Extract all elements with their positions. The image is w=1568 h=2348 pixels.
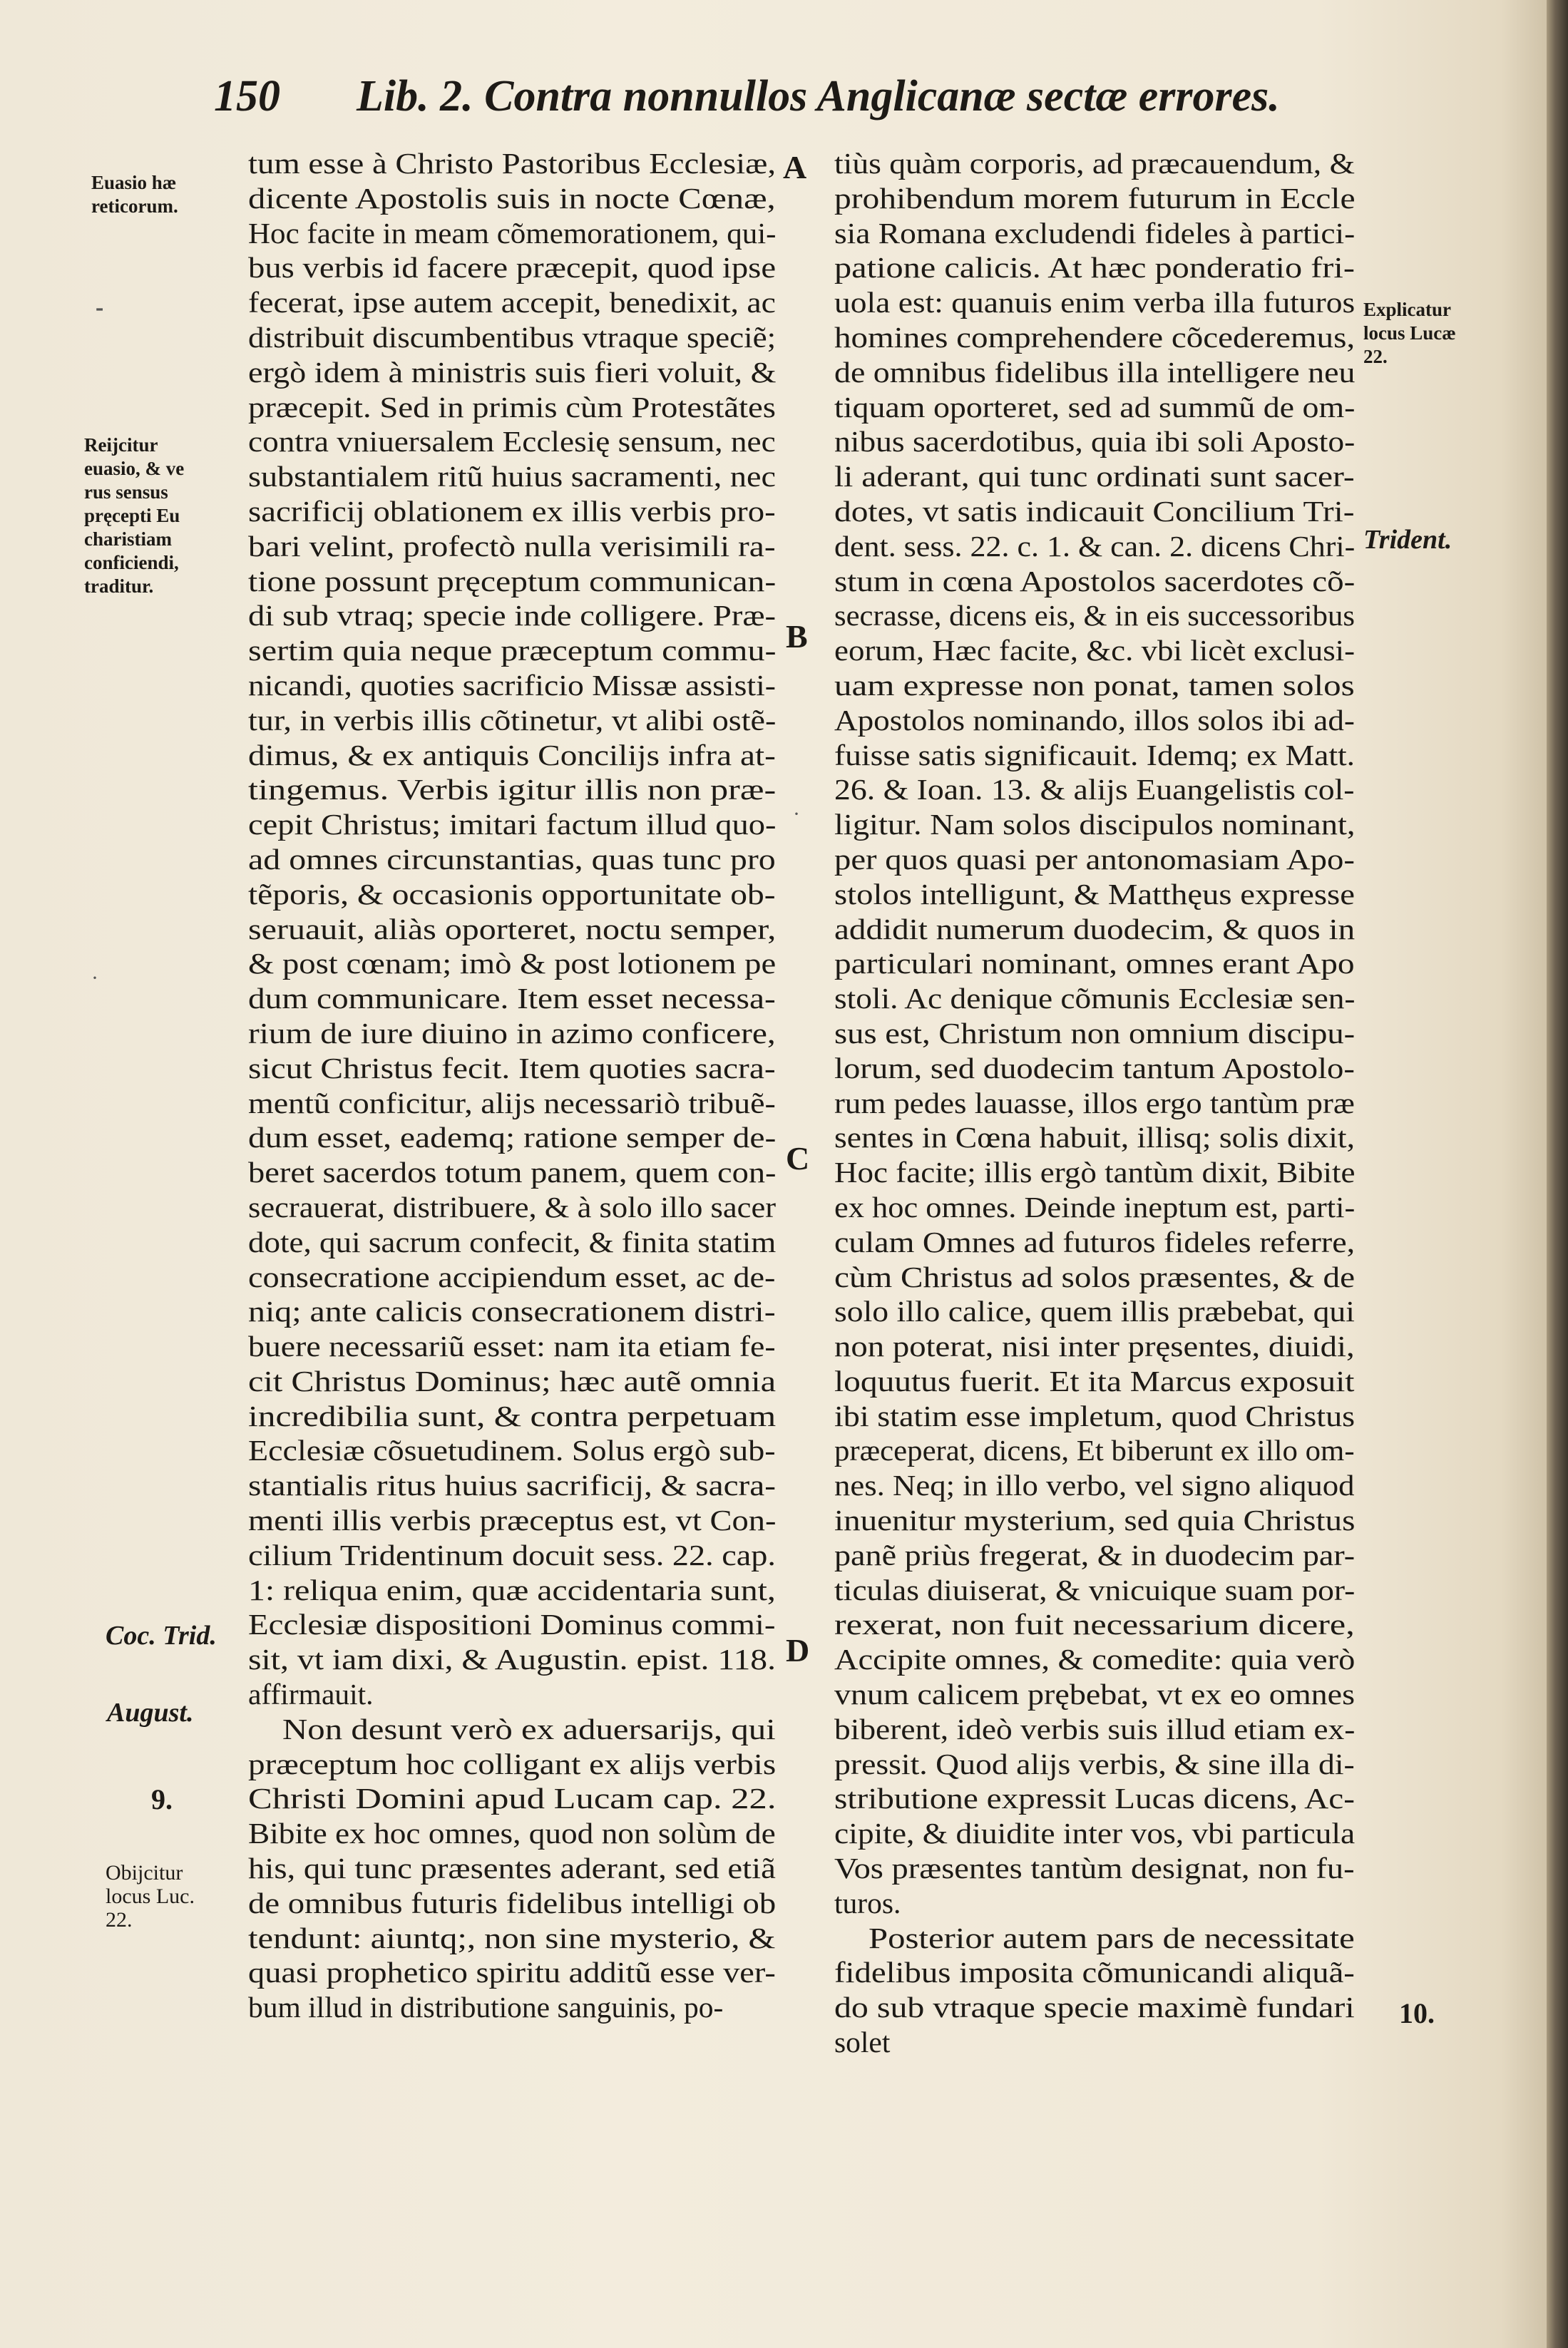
text-line: nibus sacerdotibus, quia ibi soli Aposto- (834, 425, 1356, 458)
text-line: Vos præsentes tantùm designat, non fu- (834, 1852, 1355, 1885)
text-line: solo illo calice, quem illis præbebat, qui (834, 1295, 1355, 1328)
text-line: cùm Christus ad solos præsentes, & de (834, 1260, 1356, 1293)
text-line: & post cœnam; imò & post lotionem pe (248, 947, 777, 980)
text-line: bari velint, profectò nulla verisimili ra- (248, 529, 776, 563)
text-line: 26. & Ioan. 13. & alijs Euangelistis col- (834, 773, 1355, 806)
text-line: buere necessariũ esset: nam ita etiam fe- (248, 1330, 776, 1363)
text-line: non poterat, nisi inter pręsentes, diuidi, (834, 1330, 1355, 1363)
text-line: dent. sess. 22. c. 1. & can. 2. dicens Chri- (834, 529, 1356, 563)
text-line: turos. (834, 1886, 901, 1919)
text-line: tẽporis, & occasionis opportunitate ob- (248, 877, 776, 911)
text-line: quasi prophetico spiritu additũ esse ver- (248, 1956, 776, 1989)
text-line: Hoc facite in meam cõmemorationem, qui- (248, 216, 777, 250)
running-header (214, 57, 1298, 135)
text-line: rum pedes lauasse, illos ergo tantùm præ (834, 1086, 1355, 1119)
text-line: præcepit. Sed in primis cùm Protestãtes (248, 390, 776, 424)
text-line: uam expresse non ponat, tamen solos (834, 668, 1355, 702)
text-line: Apostolos nominando, illos solos ibi ad- (834, 703, 1355, 737)
text-line: contra vniuersalem Ecclesię sensum, nec (248, 425, 776, 458)
text-line: stum in cœna Apostolos sacerdotes cõ- (834, 564, 1356, 598)
text-line: tiquam oporteret, sed ad summũ de om- (834, 390, 1356, 424)
text-line: cilium Tridentinum docuit sess. 22. cap. (248, 1538, 776, 1572)
text-line: li aderant, qui tunc ordinati sunt sacer- (834, 460, 1355, 493)
text-line: fuisse satis significauit. Idemq; ex Matt. (834, 738, 1356, 771)
book-spine-shadow (1547, 0, 1568, 2348)
text-line: fidelibus imposita cõmunicandi aliquã- (834, 1956, 1355, 1989)
text-line: his, qui tunc præsentes aderant, sed etiã (248, 1852, 776, 1885)
ink-mark: · (793, 802, 800, 826)
section-letter-a: A (783, 149, 807, 185)
text-line: tione possunt pręceptum communican- (248, 564, 777, 598)
text-line: di sub vtraq; specie inde colligere. Præ- (248, 599, 777, 632)
text-line: per quos quasi per antonomasiam Apo- (834, 842, 1355, 876)
text-line: secrauerat, distribuere, & à solo illo sacer (248, 1190, 777, 1224)
text-line: præceperat, dicens, Et biberunt ex illo om- (834, 1434, 1355, 1467)
text-line: ad omnes circunstantias, quas tunc pro (248, 842, 776, 876)
text-line: prohibendum morem futurum in Eccle (834, 181, 1356, 215)
text-line: sentes in Cœna habuit, illisq; solis dixit, (834, 1121, 1355, 1154)
text-line: biberent, ideò verbis suis illud etiam ex- (834, 1712, 1356, 1745)
text-line: tingemus. Verbis igitur illis non præ- (248, 773, 777, 806)
left-text-column (248, 146, 797, 2025)
text-line: bus verbis id facere præcepit, quod ipse (248, 251, 777, 284)
text-line: dum communicare. Item esset necessa- (248, 982, 776, 1015)
text-line: secrasse, dicens eis, & in eis successoribus (834, 599, 1355, 632)
text-line: niq; ante calicis consecrationem distri- (248, 1295, 776, 1328)
text-line: loquutus fuerit. Et ita Marcus exposuit (834, 1364, 1355, 1398)
text-line: panẽ priùs fregerat, & in duodecim par- (834, 1538, 1356, 1572)
margin-note-euasio: Euasio hæ reticorum. (91, 172, 178, 217)
text-line: lorum, sed duodecim tantum Apostolo- (834, 1051, 1355, 1085)
text-line: tum esse à Christo Pastoribus Ecclesiæ, (248, 147, 777, 180)
text-line: stributione expressit Lucas dicens, Ac- (834, 1782, 1355, 1815)
text-line: do sub vtraque specie maximè fundari (834, 1991, 1355, 2024)
section-letter-b: B (786, 618, 808, 655)
text-line: vnum calicem prębebat, vt ex eo omnes (834, 1678, 1356, 1711)
text-line: stoli. Ac denique cõmunis Ecclesiæ sen- (834, 982, 1356, 1015)
text-line: ex hoc omnes. Deinde ineptum est, parti- (834, 1190, 1356, 1224)
text-line: nes. Neq; in illo verbo, vel signo aliquod (834, 1469, 1355, 1502)
text-line: cipite, & diuidite inter vos, vbi particula (834, 1817, 1356, 1850)
text-line: Ecclesiæ cõsuetudinem. Solus ergò sub- (248, 1434, 776, 1467)
ink-mark: · (91, 966, 98, 990)
text-line: menti illis verbis præceptus est, vt Con- (248, 1504, 777, 1537)
text-line: nicandi, quoties sacrificio Missæ assisti- (248, 668, 776, 702)
text-line: præceptum hoc colligant ex alijs verbis (248, 1747, 777, 1780)
text-line: dicente Apostolis suis in nocte Cœnæ, (248, 181, 776, 215)
text-line: dimus, & ex antiquis Concilijs infra at- (248, 738, 776, 771)
text-line: patione calicis. At hæc ponderatio fri- (834, 251, 1355, 284)
section-number-9: 9. (151, 1783, 173, 1815)
text-line: dotes, vt satis indicauit Concilium Tri- (834, 494, 1355, 528)
text-line: mentũ conficitur, alijs necessariò tribuẽ- (248, 1086, 776, 1119)
text-line: sacrificij oblationem ex illis verbis pro- (248, 494, 776, 528)
text-line: distribuit discumbentibus vtraque speciẽ; (248, 320, 777, 354)
text-line: sit, vt iam dixi, & Augustin. epist. 118. (248, 1643, 777, 1676)
margin-note-obijcitur: Obijcitur locus Luc. 22. (106, 1861, 195, 1932)
text-line: Posterior autem pars de necessitate (868, 1921, 1355, 1954)
running-title: Lib. 2. Contra nonnullos Anglicanæ sectæ errores. (357, 72, 1280, 121)
text-line: cepit Christus; imitari factum illud quo- (248, 808, 777, 841)
text-line: sus est, Christum non omnium discipu- (834, 1016, 1356, 1050)
text-line: stolos intelligunt, & Matthęus expresse (834, 877, 1355, 911)
text-line: Accipite omnes, & comedite: quia verò (834, 1643, 1356, 1676)
text-line: sicut Christus fecit. Item quoties sacra- (248, 1051, 776, 1085)
margin-note-trident: Trident. (1363, 525, 1452, 555)
text-line: culam Omnes ad futuros fideles referre, (834, 1225, 1356, 1258)
text-line: inuenitur mysterium, sed quia Christus (834, 1504, 1356, 1537)
text-line: addidit numerum duodecim, & quos in (834, 912, 1356, 945)
section-letter-d: D (786, 1632, 810, 1668)
text-line: solet (834, 2026, 891, 2059)
text-line: substantialem ritũ huius sacramenti, nec (248, 460, 776, 493)
text-line: uola est: quanuis enim verba illa futuros (834, 286, 1356, 319)
text-line: bum illud in distributione sanguinis, po- (248, 1991, 724, 2024)
text-line: homines comprehendere cõcederemus, (834, 320, 1356, 354)
text-line: stantialis ritus huius sacrificij, & sacra- (248, 1469, 776, 1502)
text-line: 1: reliqua enim, quæ accidentaria sunt, (248, 1573, 776, 1606)
text-line: Bibite ex hoc omnes, quod non solùm de (248, 1817, 776, 1850)
text-line: sia Romana excludendi fideles à partici- (834, 216, 1356, 250)
page-number: 150 (214, 72, 280, 121)
text-line: ligitur. Nam solos discipulos nominant, (834, 808, 1356, 841)
margin-note-explicatur: Explicatur locus Lucæ 22. (1363, 299, 1456, 367)
text-line: Ecclesiæ dispositioni Dominus commi- (248, 1608, 776, 1641)
margin-note-reijcitur: Reijcitur euasio, & ve rus sensus pręcepti Eu charistiam conficiendi, traditur. (84, 434, 185, 597)
text-line: rexerat, non fuit necessarium dicere, (834, 1608, 1355, 1641)
ink-mark: ⁃ (94, 299, 105, 322)
right-text-column (834, 146, 1383, 2060)
section-number-10: 10. (1399, 1997, 1435, 2029)
text-line: rium de iure diuino in azimo conficere, (248, 1016, 776, 1050)
text-line: de omnibus futuris fidelibus intelligi ob (248, 1886, 777, 1919)
text-line: sertim quia neque præceptum commu- (248, 634, 777, 667)
text-line: eorum, Hæc facite, &c. vbi licèt exclusi- (834, 634, 1356, 667)
text-line: Hoc facite; illis ergò tantùm dixit, Bibite (834, 1156, 1356, 1189)
text-line: pressit. Quod alijs verbis, & sine illa di- (834, 1747, 1355, 1780)
text-line: affirmauit. (248, 1678, 374, 1711)
text-line: ticulas diuiserat, & vnicuique suam por- (834, 1573, 1356, 1606)
text-line: ibi statim esse impletum, quod Christus (834, 1399, 1356, 1432)
text-line: Non desunt verò ex aduersarijs, qui (282, 1712, 776, 1745)
margin-note-august: August. (107, 1698, 194, 1728)
section-letter-c: C (786, 1140, 810, 1176)
text-line: particulari nominant, omnes erant Apo (834, 947, 1355, 980)
text-line: ergò idem à ministris suis fieri voluit, & (248, 355, 777, 389)
text-line: consecratione accipiendum esset, ac de- (248, 1260, 776, 1293)
margin-note-coc-trid: Coc. Trid. (106, 1621, 217, 1651)
text-line: beret sacerdos totum panem, quem con- (248, 1156, 777, 1189)
text-line: incredibilia sunt, & contra perpetuam (248, 1399, 777, 1432)
text-line: Christi Domini apud Lucam cap. 22. (248, 1782, 777, 1815)
text-line: tiùs quàm corporis, ad præcauendum, & (834, 147, 1356, 180)
text-line: seruauit, aliàs oporteret, noctu semper, (248, 912, 777, 945)
text-line: dote, qui sacrum confecit, & finita statim (248, 1225, 777, 1258)
text-line: cit Christus Dominus; hæc autẽ omnia (248, 1364, 777, 1398)
text-line: tur, in verbis illis cõtinetur, vt alibi ostẽ- (248, 703, 777, 737)
text-line: tendunt: aiuntq;, non sine mysterio, & (248, 1921, 776, 1954)
text-line: dum esset, eademq; ratione semper de- (248, 1121, 777, 1154)
text-line: fecerat, ipse autem accepit, benedixit, ac (248, 286, 776, 319)
text-line: de omnibus fidelibus illa intelligere neu (834, 355, 1356, 389)
